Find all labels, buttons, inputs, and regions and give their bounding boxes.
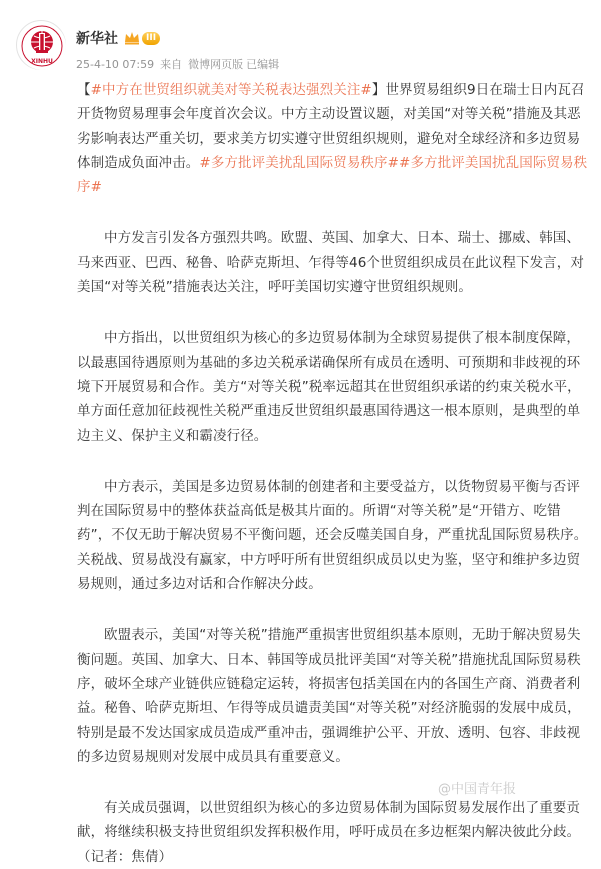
post-header <box>16 12 586 72</box>
topic-title-link[interactable]: #中方在世贸组织就美对等关税表达强烈关注# <box>90 82 372 98</box>
body-paragraph: 中方发言引发各方强烈共鸣。欧盟、英国、加拿大、日本、瑞士、挪威、韩国、马来西亚、巴西、秘鲁、哈萨克斯坦、乍得等46个世贸组织成员在此议程下发言，对美国“对等关税”措施表达关注，呼吁美国切实遵守世贸组织规则。 <box>77 230 584 296</box>
lead-paragraph <box>77 78 589 199</box>
name-row <box>76 28 160 48</box>
xinhua-logo-icon <box>17 21 67 71</box>
topic-link[interactable]: #多方批评美国扰乱国际贸易秩序# <box>77 154 588 196</box>
edited-label: 已编辑 <box>246 58 280 71</box>
source-prefix: 来自 <box>160 58 183 71</box>
post-time[interactable]: 25-4-10 07:59 <box>76 57 155 71</box>
watermark: @中国青年报 <box>438 782 517 797</box>
body-paragraph: 中方表示，美国是多边贸易体制的创建者和主要受益方，以货物贸易平衡与否评判在国际贸易中的整体获益高低是极其片面的。所谓“对等关税”是“开错方、吃错药”，不仅无助于解决贸易不平衡问题，还会反噬美国自身，严重扰乱国际贸易秩序。关税战、贸易战没有赢家，中方呼吁所有世贸组织成员以史为鉴，坚守和维护多边贸易规则，通过多边对话和合作解决分歧。 <box>77 478 588 593</box>
topic-link[interactable]: #多方批评美扰乱国际贸易秩序# <box>199 154 400 171</box>
body-paragraph: 欧盟表示，美国“对等关税”措施严重损害世贸组织基本原则，无助于解决贸易失衡问题。英国、加拿大、日本、韩国等成员批评美国“对等关税”措施扰乱国际贸易秩序，破坏全球产业链供应链稳定运转，将损害包括美国在内的各国生产商、消费者利益。秘鲁、哈萨克斯坦、乍得等成员谴责美国“对等关税”对经济脆弱的发展中成员，特别是最不发达国家成员造成严重冲击，强调维护公平、开放、透明、包容、非歧视的多边贸易规则对发展中成员具有重要意义。 <box>77 627 581 765</box>
level-badge: III <box>142 32 160 45</box>
body-paragraph: 中方指出，以世贸组织为核心的多边贸易体制为全球贸易提供了根本制度保障，以最惠国待遇原则为基础的多边关税承诺确保所有成员在透明、可预期和非歧视的环境下开展贸易和合作。美方“对等关税”税率远超其在世贸组织承诺的约束关税水平，单方面任意加征歧视性关税严重违反世贸组织最惠国待遇这一根本原则，是典型的单边主义、保护主义和霸凌行径。 <box>77 330 581 444</box>
bracket-close: 】 <box>371 82 386 98</box>
post-body <box>77 78 589 869</box>
post-meta <box>76 56 285 72</box>
post-source[interactable]: 微博网页版 <box>188 58 244 71</box>
bracket-open: 【 <box>77 82 91 98</box>
svg-text:XINHU: XINHU <box>31 58 53 65</box>
lead-text: 世界贸易组织9日在瑞士日内瓦召开货物贸易理事会年度首次会议。中方主动设置议题，对美国“对等关税”措施及其恶劣影响表达严重关切，要求美方切实遵守世贸组织规则，避免对全球经济和多边贸易体制造成负面冲击。 <box>77 82 585 171</box>
crown-icon <box>124 31 140 45</box>
body-paragraph: 有关成员强调，以世贸组织为核心的多边贸易体制为国际贸易发展作出了重要贡献，将继续积极支持世贸组织发挥积极作用，呼吁成员在多边框架内解决彼此分歧。（记者：焦倩） <box>77 800 581 865</box>
avatar[interactable] <box>16 20 66 70</box>
user-name[interactable]: 新华社 <box>76 31 118 47</box>
